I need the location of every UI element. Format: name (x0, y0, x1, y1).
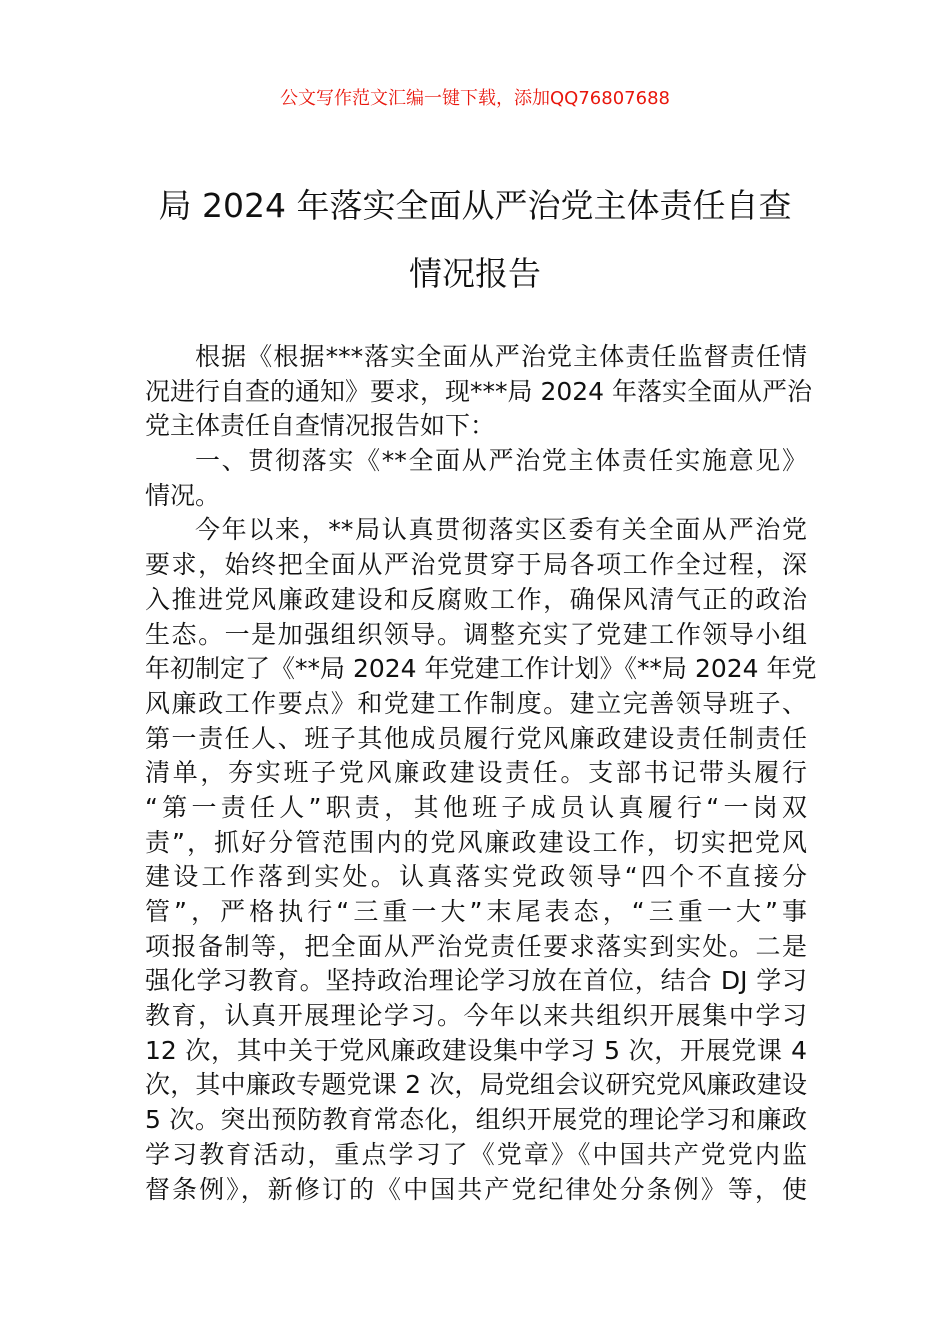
text-line: 12 次，其中关于党风廉政建设集中学习 5 次，开展党课 4 (145, 1035, 807, 1065)
text-line: 教育，认真开展理论学习。今年以来共组织开展集中学习 (145, 1001, 807, 1031)
text-line: 第一责任人、班子其他成员履行党风廉政建设责任制责任 (145, 723, 807, 753)
text-line: 建设工作落到实处。认真落实党政领导“四个不直接分 (145, 862, 807, 892)
text-line: 次，其中廉政专题党课 2 次，局党组会议研究党风廉政建设 (145, 1070, 807, 1100)
text-line: 项报备制等，把全面从严治党责任要求落实到实处。二是 (145, 931, 807, 961)
text-line: 清单，夯实班子党风廉政建设责任。支部书记带头履行 (145, 758, 807, 788)
watermark-header: 公文写作范文汇编一键下载，添加QQ76807688 (280, 88, 670, 109)
text-line: 要求，始终把全面从严治党贯穿于局各项工作全过程，深 (145, 550, 807, 580)
text-line: 风廉政工作要点》和党建工作制度。建立完善领导班子、 (145, 688, 807, 718)
text-line: 学习教育活动，重点学习了《党章》《中国共产党党内监 (145, 1139, 807, 1169)
text-line: 责”，抓好分管范围内的党风廉政建设工作，切实把党风 (145, 827, 807, 857)
text-line: 今年以来，**局认真贯彻落实区委有关全面从严治党 (195, 515, 807, 545)
document-title-line-1: 局 2024 年落实全面从严治党主体责任自查 (158, 186, 792, 225)
text-line: 入推进党风廉政建设和反腐败工作，确保风清气正的政治 (145, 584, 807, 614)
text-line: 一、贯彻落实《**全面从严治党主体责任实施意见》 (195, 446, 807, 476)
text-line: 管”，严格执行“三重一大”末尾表态，“三重一大”事 (145, 897, 807, 926)
text-line: “第一责任人”职责，其他班子成员认真履行“一岗双 (145, 792, 807, 822)
text-line: 况进行自查的通知》要求，现***局 2024 年落实全面从严治 (145, 376, 813, 406)
text-line: 生态。一是加强组织领导。调整充实了党建工作领导小组 (145, 619, 807, 649)
document-body (145, 340, 817, 1207)
document-title-line-2: 情况报告 (409, 254, 541, 293)
text-line: 年初制定了《**局 2024 年党建工作计划》《**局 2024 年党 (145, 654, 817, 684)
text-line: 根据《根据***落实全面从严治党主体责任监督责任情 (195, 342, 807, 371)
text-line: 党主体责任自查情况报告如下： (145, 411, 496, 441)
text-line: 5 次。突出预防教育常态化，组织开展党的理论学习和廉政 (145, 1105, 807, 1135)
text-line: 情况。 (145, 480, 221, 510)
text-line: 督条例》，新修订的《中国共产党纪律处分条例》等，使 (145, 1174, 807, 1204)
text-line: 强化学习教育。坚持政治理论学习放在首位，结合 DJ 学习 (145, 966, 807, 996)
